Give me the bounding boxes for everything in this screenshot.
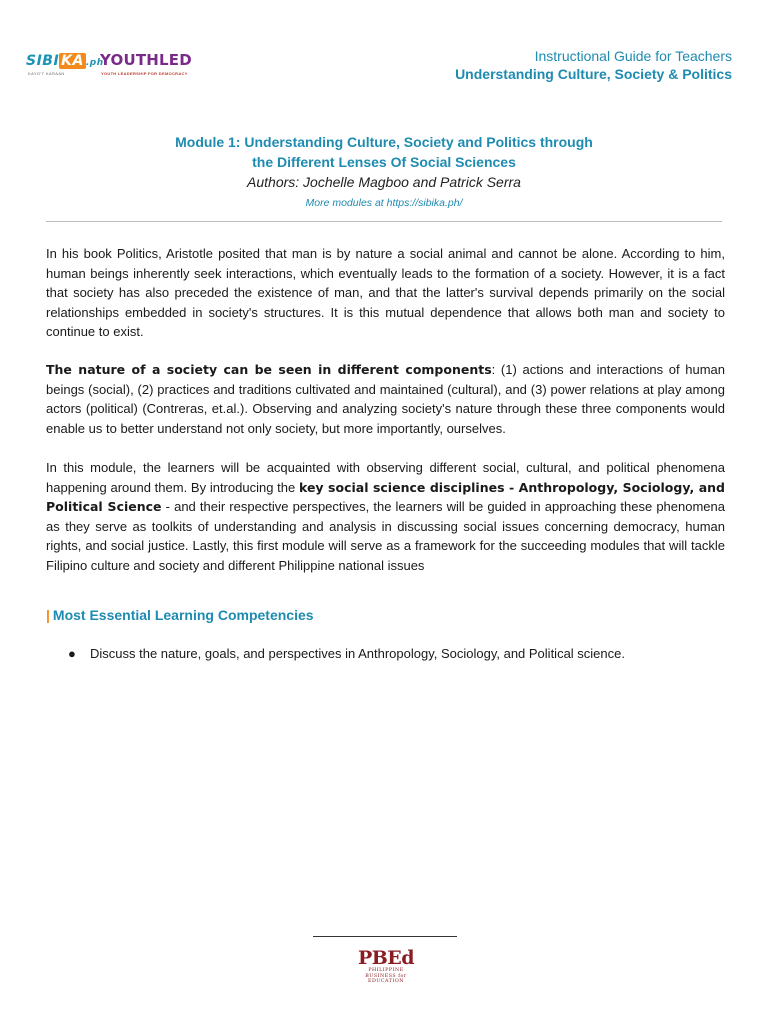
bullet-icon: ● [68, 646, 76, 661]
paragraph-2-bold: The nature of a society can be seen in different components [46, 362, 492, 377]
paragraph-3-bold: key social science disciplines - Anthropology, Sociology, and Political Science [46, 479, 725, 514]
title-divider [46, 221, 722, 222]
module-authors: Authors: Jochelle Magboo and Patrick Serra [247, 174, 521, 190]
pbed-tagline-2: BUSINESS for [365, 973, 407, 979]
header-logos [26, 50, 195, 80]
module-title-block [0, 132, 768, 211]
paragraph-3-text-b: - and their respective perspectives, the learners will be guided in approaching these phenomena as they serve as toolkits of understanding and analysis in discussing social issues concerning democracy, human rights, and social justice. Lastly, this first module will serve as a framework for the succeeding modules that will tackle Filipino culture and society and different Philippine national issues [46, 499, 725, 573]
pbed-logo [356, 948, 416, 985]
paragraph-2 [46, 360, 725, 438]
sibika-wordmark: SIBI KA .ph [26, 53, 104, 69]
module-title-line-2: the Different Lenses Of Social Sciences [252, 154, 516, 170]
footer-divider [313, 936, 457, 937]
youthled-wordmark: YOUTHLED [100, 51, 192, 69]
paragraph-1 [46, 244, 725, 342]
competency-text: Discuss the nature, goals, and perspectives in Anthropology, Sociology, and Political science. [90, 646, 625, 661]
guide-title: Instructional Guide for Teachers [534, 48, 732, 64]
paragraph-3-text-a: In this module, the learners will be acquainted with observing different social, cultural, and political phenomena happening around them. By introducing the [46, 460, 725, 495]
pbed-tagline-3: EDUCATION [368, 979, 404, 984]
paragraph-3 [46, 458, 725, 575]
sibika-tagline: KAYO'T KARAAN [28, 71, 65, 76]
competencies-heading [46, 607, 314, 623]
module-title-line-1: Module 1: Understanding Culture, Society and Politics through [175, 134, 593, 150]
sibika-logo [26, 50, 104, 80]
youthled-tagline: YOUTH LEADERSHIP FOR DEMOCRACY [101, 71, 188, 76]
competencies-heading-text: Most Essential Learning Competencies [52, 607, 314, 623]
paragraph-1-text: In his book Politics, Aristotle posited that man is by nature a social animal and cannot be alone. According to him, human beings inherently seek interactions, which eventually leads to the formation of a society. However, it is a fact that society has also preceded the existence of man, and that the latter's survival depends primarily on the social relationships embedded in society's structures. It is this mutual dependence that allows both man and society to continue to exist. [46, 246, 725, 339]
heading-bar-icon: | [46, 607, 50, 623]
paragraph-2-text: : (1) actions and interactions of human beings (social), (2) practices and traditions cultivated and maintained (cultural), and (3) power relations at play among actors (political) (Contreras, et.al.). Observing and analyzing society's nature through these three components would enable us to better understand not only society, but more importantly, ourselves. [46, 362, 726, 436]
pbed-tagline-1: PHILIPPINE [368, 968, 404, 973]
course-title: Understanding Culture, Society & Politics [455, 66, 732, 82]
more-modules-link[interactable]: More modules at https://sibika.ph/ [305, 197, 463, 209]
pbed-wordmark: PBEd [357, 947, 415, 969]
document-header [455, 47, 732, 83]
list-item [68, 646, 625, 661]
youthled-logo [100, 50, 195, 80]
